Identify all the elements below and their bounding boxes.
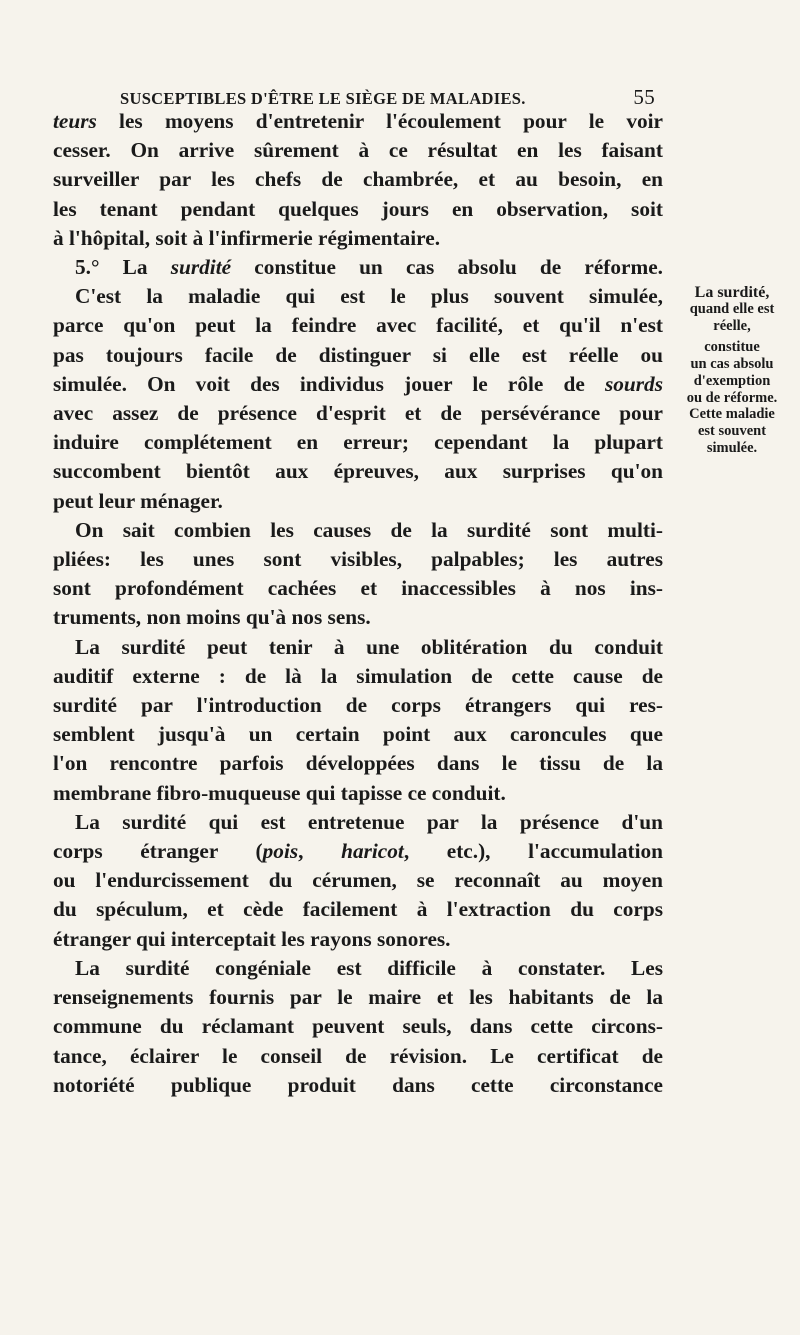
text-line: [53, 837, 663, 866]
line-text: constitue un cas absolu de réforme.: [231, 255, 663, 280]
margin-note-line: d'exemption: [693, 373, 771, 389]
text-line: surveiller par les chefs de chambrée, et au besoin, en: [53, 167, 663, 192]
line-text: 5.° La: [75, 255, 171, 280]
margin-note-exemption: [666, 284, 798, 407]
text-line: les tenant pendant quelques jours en observation, soit: [53, 196, 663, 221]
text-line: truments, non moins qu'à nos sens.: [53, 605, 371, 630]
italic-word: haricot: [341, 839, 404, 864]
text-line: commune du réclamant peuvent seuls, dans cette circons-: [53, 1014, 663, 1039]
page-number: 55: [633, 85, 655, 109]
running-title: SUSCEPTIBLES D'ÊTRE LE SIÈGE DE MALADIES.: [120, 89, 526, 108]
line-text: ,: [298, 839, 342, 864]
text-line: [53, 107, 663, 136]
margin-note-line: quand elle est: [689, 301, 775, 317]
text-line: pliées: les unes sont visibles, palpables; les autres: [53, 547, 663, 572]
text-line: notoriété publique produit dans cette circonstance: [53, 1072, 663, 1097]
line-text: les moyens d'entretenir l'écoulement pour le voir: [96, 109, 663, 133]
text-line: succombent bientôt aux épreuves, aux surprises qu'on: [53, 459, 663, 484]
margin-note-line: est souvent: [697, 423, 767, 439]
text-line: l'on rencontre parfois développées dans le tissu de la: [53, 751, 663, 776]
line-text: corps étranger (: [53, 839, 263, 864]
text-line: parce qu'on peut la feindre avec facilité, et qu'il n'est: [53, 313, 663, 338]
text-line: [53, 253, 663, 282]
italic-word: pois: [262, 839, 299, 864]
text-line: peut leur ménager.: [53, 488, 223, 513]
margin-note-line: constitue: [704, 339, 760, 355]
text-line: à l'hôpital, soit à l'infirmerie régimentaire.: [53, 225, 441, 250]
text-line: ou l'endurcissement du cérumen, se reconnaît au moyen: [53, 868, 663, 893]
margin-note-line: Cette maladie: [689, 406, 775, 422]
text-line: membrane fibro-muqueuse qui tapisse ce conduit.: [53, 780, 506, 805]
text-line: semblent jusqu'à un certain point aux caroncules que: [53, 722, 663, 747]
text-line: induire complétement en erreur; cependant la plupart: [53, 430, 663, 455]
main-text: [53, 107, 663, 1100]
text-line: auditif externe : de là la simulation de cette cause de: [53, 663, 663, 688]
margin-note-line: ou de réforme.: [686, 390, 778, 406]
text-line: La surdité congéniale est difficile à constater. Les: [75, 955, 663, 980]
italic-word: sourds: [604, 371, 663, 396]
text-line: La surdité peut tenir à une oblitération du conduit: [75, 634, 663, 659]
text-line: cesser. On arrive sûrement à ce résultat en les faisant: [53, 138, 663, 163]
text-line: avec assez de présence d'esprit et de persévérance pour: [53, 401, 663, 426]
margin-note-line: un cas absolu: [690, 356, 774, 372]
line-text: , etc.), l'accumulation: [403, 839, 663, 864]
text-line: surdité par l'introduction de corps étrangers qui res-: [53, 693, 663, 718]
margin-note-simulation: [666, 406, 798, 457]
text-line: renseignements fournis par le maire et les habitants de la: [53, 985, 663, 1010]
text-line: C'est la maladie qui est le plus souvent simulée,: [75, 284, 663, 309]
text-line: On sait combien les causes de la surdité sont multi-: [75, 517, 663, 542]
margin-note-line: La surdité,: [694, 284, 770, 301]
italic-word: surdité: [170, 255, 232, 280]
text-line: pas toujours facile de distinguer si elle est réelle ou: [53, 342, 663, 367]
italic-word: teurs: [53, 109, 97, 133]
text-line: sont profondément cachées et inaccessibles à nos ins-: [53, 576, 663, 601]
text-line: La surdité qui est entretenue par la présence d'un: [75, 809, 663, 834]
text-line: tance, éclairer le conseil de révision. Le certificat de: [53, 1043, 663, 1068]
text-line: [53, 370, 663, 399]
margin-note-line: réelle,: [713, 318, 751, 334]
margin-note-line: simulée.: [706, 440, 758, 456]
text-line: étranger qui interceptait les rayons sonores.: [53, 926, 451, 951]
line-text: simulée. On voit des individus jouer le rôle de: [53, 371, 605, 396]
text-line: du spéculum, et cède facilement à l'extraction du corps: [53, 897, 663, 922]
